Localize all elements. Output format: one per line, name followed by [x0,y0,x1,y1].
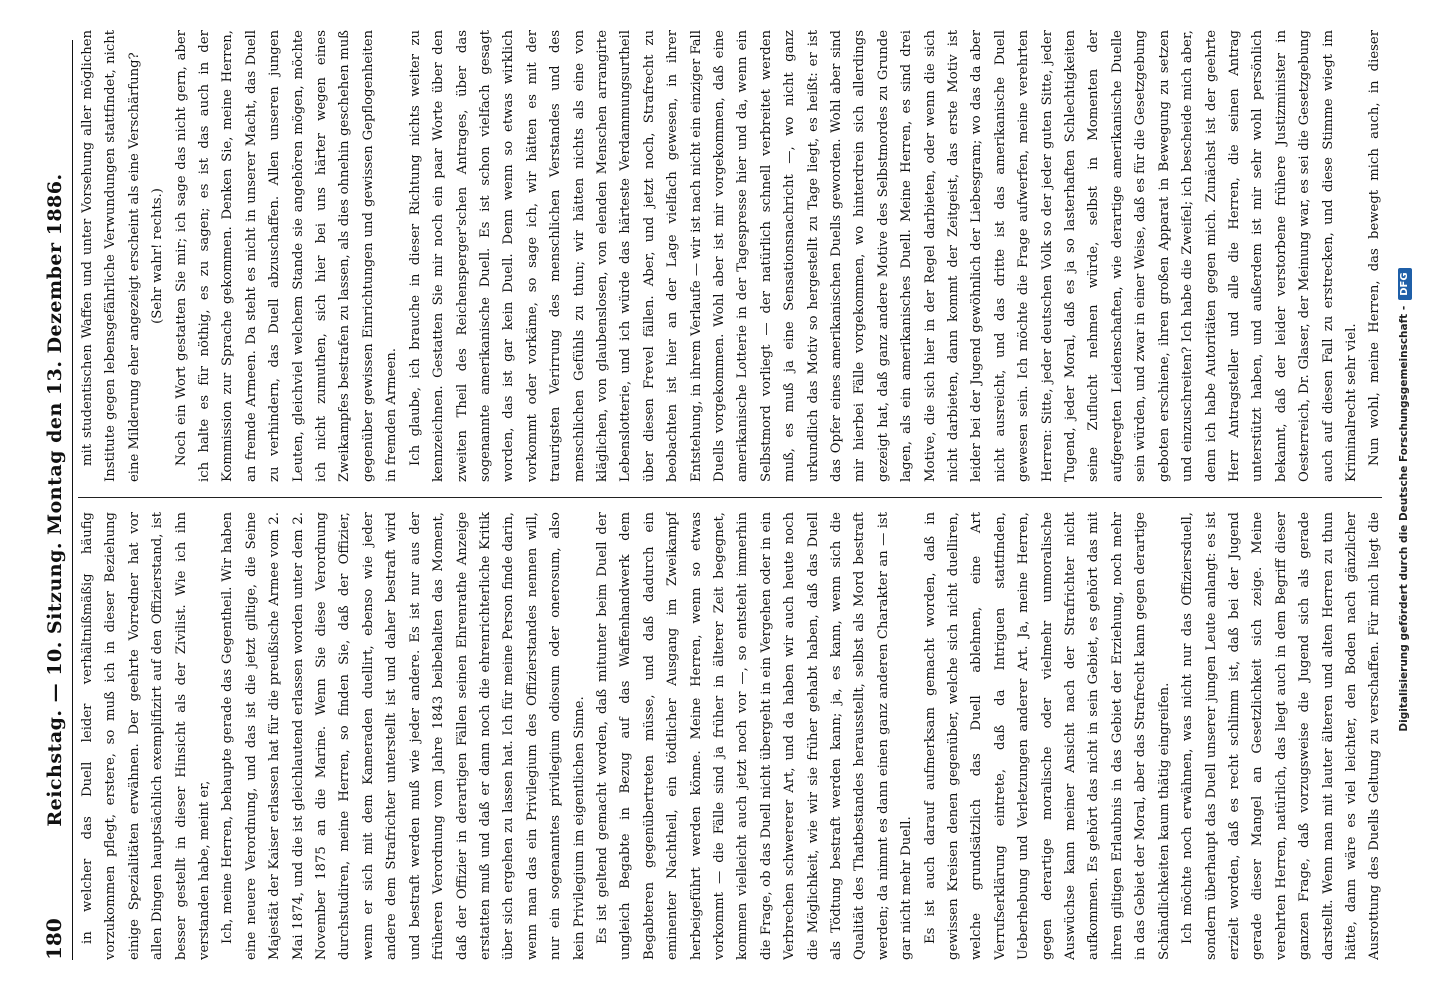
paragraph: in welcher das Duell leider verhältnißmäßig häufig vorzukommen pflegt, erstere, so muß ich in dieser Beziehung einige Spezialitäten erwähnen. Der geehrte Vorredner hat vor allen Dingen hauptsächlich exemplifizirt auf den Offizierstand, ist besser gestellt in dieser Hinsicht als der Zivilist. Wie ich ihn verstanden habe, meint er, [80,512,213,960]
paragraph: Es ist auch darauf aufmerksam gemacht worden, daß in gewissen Kreisen denen gegenüber, welche sich nicht duelliren, welche grundsätzlich das Duell ablehnen, eine Art Verrufserklärung eintrete, daß da Intriguen stattfinden, Ueberhebung und Verletzungen anderer Art. Ja, meine Herren, gegen derartige moralische oder vielmehr unmoralische Auswüchse kann meiner Ansicht nach der Strafrichter nicht aufkommen. Es gehört das nicht in sein Gebiet, es gehört das mit ihren giltigen Erlaubnis in das Gebiet der Erziehung, noch mehr in das Gebiet der Moral, aber das Strafrecht kann gegen derartige Schändlichkeiten kaum thätig eingreifen. [922,512,1172,960]
running-head: Reichstag. — 10. Sitzung. Montag den 13. Dezember 1886. [44,173,66,827]
paragraph: Ich, meine Herren, behaupte gerade das Gegentheil. Wir haben eine neuere Verordnung, und das ist die jetzt giltige, die Seine Majestät der Kaiser erlassen hat für die preußische Armee vom 2. Mai 1874, und die ist gleichlautend erlassen worden unter dem 2. November 1875 an die Marine. Wenn Sie diese Verordnung durchstudiren, meine Herren, so finden Sie, daß der Offizier, wenn er sich mit dem Kameraden duellirt, ebenso wie jeder andere dem Strafrichter unterstellt ist und daher bestraft wird und bestraft werden muß wie jeder andere. Es ist nur aus der früheren Verordnung vom Jahre 1843 beibehalten das Moment, daß der Offizier in derartigen Fällen seinen Ehrenrathe Anzeige erstatten muß und daß er dann noch die ehrenrichterliche Kritik über sich ergehen zu lassen hat. Ich für meine Person finde darin, wenn man das ein Privilegium des Offizierstandes nennen will, nur ein sogenanntes privilegium odiosum oder onerosum, also kein Privilegium im eigentlichen Sinne. [220,512,587,960]
paragraph: Noch ein Wort gestatten Sie mir; ich sage das nicht gern, aber ich halte es für nöthig, es zu sagen; es ist das auch in der Kommission zur Sprache gekommen. Denken Sie, meine Herren, an fremde Armeen. Da steht es nicht in unserer Macht, das Duell zu verhindern, das Duell abzuschaffen. Allen unseren jungen Leuten, gleichviel welchem Stande sie angehören mögen, möchte ich nicht zumuthen, sich hier bei uns härter wegen eines Zweikampfes bestrafen zu lassen, als dies ohnehin geschehen muß gegenüber gewissen Einrichtungen und gewissen Gepflogenheiten in fremden Armeen. [173,30,400,482]
digitization-notice [1395,10,1413,990]
column-divider [78,497,1382,498]
paragraph: Nun wohl, meine Herren, das bewegt mich auch, in dieser [1367,30,1383,466]
notice-text: Digitalisierung gefördert durch die Deutsche Forschungsgemeinschaft - [1398,305,1410,732]
paragraph: Es ist geltend gemacht worden, daß mitunter beim Duell der ungleich Begabte in Bezug auf das Waffenhandwerk dem Begabteren gegenübertreten müsse, und daß dadurch ein eminenter Nachtheil, ein tödtlicher Ausgang im Zweikampf herbeigeführt werden könne. Meine Herren, wenn so etwas vorkommt — die Fälle sind ja früher in älterer Zeit begegnet, kommen vielleicht auch jetzt noch vor —, so entsteht immerhin die Frage, ob das Duell nicht übergeht in ein Vergehen oder in ein Verbrechen schwererer Art, und da haben wir auch heute noch die Möglichkeit, wie wir sie früher gehabt haben, daß das Duell als Tödtung bestraft werden kann; ja, es kann, wenn sich die Qualität des Thatbestandes herausstellt, selbst als Mord bestraft werden; da nimmt es dann einen ganz anderen Charakter an — ist gar nicht mehr Duell. [594,512,915,960]
scanned-page [30,20,1402,980]
dfg-logo: DFG [1398,268,1412,299]
page-number: 180 [42,918,66,960]
paragraph: Ich glaube, ich brauche in dieser Richtung nichts weiter zu kennzeichnen. Gestatten Sie mir noch ein paar Worte über den zweiten Theil des Reichensperger'schen Antrages, über das sogenannte amerikanische Duell. Es ist schon vielfach gesagt worden, das ist gar kein Duell. Denn wenn so etwas wirklich vorkommt oder vorkäme, so sage ich, wir hätten es mit der traurigsten Verirrung des menschlichen Verstandes und des menschlichen Gefühls zu thun; wir hätten nichts als eine von kläglichen, von glaubenslosen, von elenden Menschen arrangirte Lebenslotterie, und ich würde das härteste Verdammungsurtheil über diesen Frevel fällen. Aber, und jetzt noch, Strafrecht zu beobachten ist hier an der Lage vielfach gewesen, in ihrer Entstehung, in ihrem Verlaufe — wir ist nach nicht ein einziger Fall Duells vorgekommen. Wohl aber ist mir vorgekommen, daß eine amerikanische Lotterie in der Tagespresse hier und da, wenn ein Selbstmord vorliegt — der natürlich schnell verbreitet werden muß, es muß ja eine Sensationsnachricht —, wo nicht ganz urkundlich das Motiv so hergestellt zu Tage liegt, es heißt: er ist das Opfer eines amerikanischen Duells geworden. Wohl aber sind mir hierbei Fälle vorgekommen, wo hinterdrein sich allerdings gezeigt hat, daß ganz andere Motive des Selbstmordes zu Grunde lagen, als ein amerikanisches Duell. Meine Herren, es sind drei Motive, die sich hier in der Regel darbieten, oder wenn die sich nicht darbieten, dann kommt der Zeitgeist, das erste Motiv ist leider bei der Jugend gewöhnlich der Liebesgram; wo das da aber nicht ausreicht, und das dritte ist das amerikanische Duell gewesen sein. Ich möchte die Frage aufwerfen, meine verehrten Herren: Sitte, jeder deutschen Volk so der jeder guten Sitte, jeder Tugend, jeder Moral, daß es ja so lasterhaften Schlechtigkeiten seine Zuflucht nehmen würde, selbst in Momenten der aufgeregten Leidenschaften, wie derartige amerikanische Duelle sein würden, und zwar in einer Weise, daß es für die Gesetzgebung geboten erschiene, ihren großen Apparat in Bewegung zu setzen und einzuschreiten? Ich habe die Zweifel; ich bescheide mich aber, denn ich habe Autoritäten gegen mich. Zunächst ist der geehrte Herr Antragsteller und alle die Herren, die seinen Antrag unterstützt haben, und außerdem ist mir sehr wohl persönlich bekannt, daß der leider verstorbene frühere Justizminister in Oesterreich, Dr. Glaser, der Meinung war, es sei die Gesetzgebung auch auf diesen Fall zu erstrecken, und diese Stimme wiegt im Kriminalrecht sehr viel. [407,30,1359,482]
page-header [38,40,73,960]
right-column [76,30,1384,482]
interjection: (Sehr wahr! rechts.) [150,188,166,324]
paragraph: Ich möchte noch erwähnen, was nicht nur das Offiziersduell, sondern überhaupt das Duell unserer jungen Leute anlangt: es ist erzielt worden, daß es recht schlimm ist, daß bei der Jugend gerade dieser Mangel an Gesetzlichkeit sich zeige. Meine verehrten Herren, natürlich, das liegt auch in dem Begriff dieser ganzen Frage, daß vorzugsweise die Jugend sich als gerade darstellt. Wenn man mit lauter älteren und alten Herren zu thun hätte, dann wäre es viel leichter, den Boden nach gänzlicher Ausrottung des Duells Geltung zu verschaffen. Für mich liegt die [1180,512,1383,960]
paragraph: mit studentischen Waffen und unter Vorsehung aller möglichen Institute gegen lebensgefährliche Verwundungen stattfindet, nicht eine Milderung eher angezeigt erscheint als eine Verschärfung? [80,30,142,482]
left-column [76,512,1384,960]
